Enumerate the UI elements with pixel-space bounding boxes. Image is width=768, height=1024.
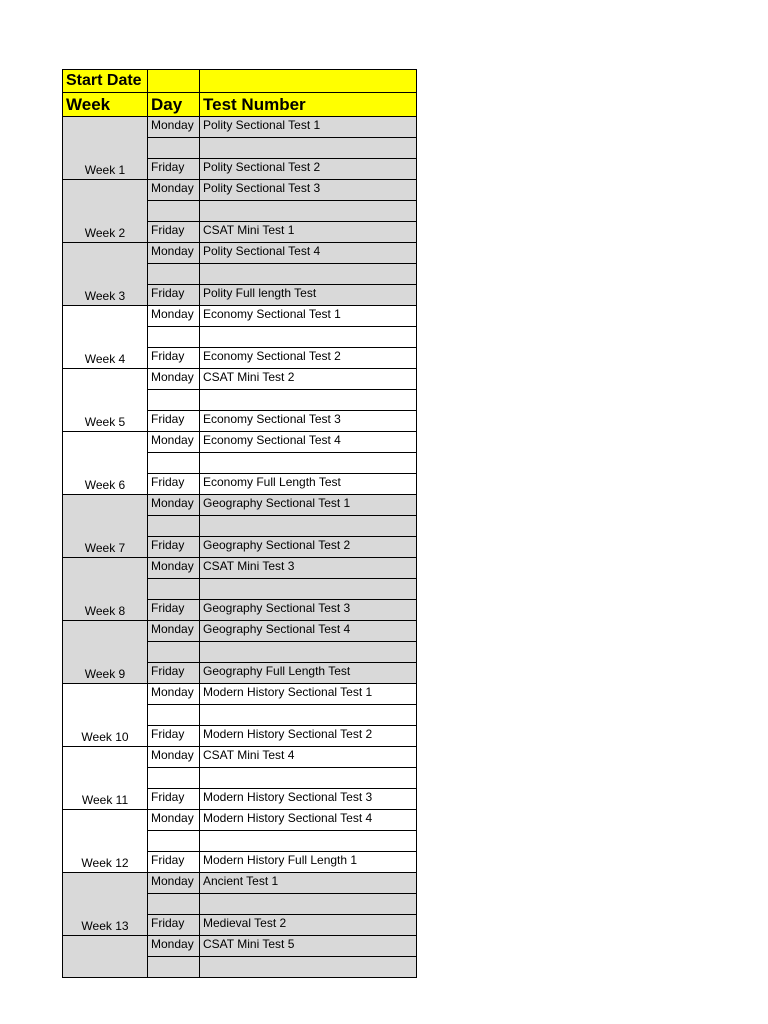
test-number-cell[interactable] [200, 579, 417, 600]
test-number-cell[interactable] [200, 894, 417, 915]
schedule-sheet [62, 69, 416, 978]
day-cell[interactable]: Monday [148, 306, 200, 327]
test-number-cell[interactable]: Economy Sectional Test 2 [200, 348, 417, 369]
day-cell[interactable]: Monday [148, 369, 200, 390]
start-date-row [63, 70, 417, 93]
week-cell[interactable]: Week 13 [63, 873, 148, 936]
test-number-cell[interactable]: Modern History Sectional Test 2 [200, 726, 417, 747]
start-date-value-cell[interactable] [200, 70, 417, 93]
test-number-cell[interactable]: Ancient Test 1 [200, 873, 417, 894]
test-number-cell[interactable] [200, 642, 417, 663]
day-cell[interactable]: Monday [148, 810, 200, 831]
day-cell[interactable]: Monday [148, 243, 200, 264]
day-cell[interactable]: Friday [148, 663, 200, 684]
week-cell[interactable]: Week 8 [63, 558, 148, 621]
day-cell[interactable]: Friday [148, 285, 200, 306]
column-header-row [63, 93, 417, 117]
day-cell[interactable] [148, 264, 200, 285]
test-number-cell[interactable] [200, 138, 417, 159]
week-cell[interactable] [63, 936, 148, 978]
test-number-cell[interactable]: Economy Sectional Test 1 [200, 306, 417, 327]
day-cell[interactable]: Monday [148, 432, 200, 453]
schedule-body [63, 117, 417, 978]
test-number-cell[interactable] [200, 831, 417, 852]
day-cell[interactable]: Monday [148, 873, 200, 894]
day-cell[interactable] [148, 768, 200, 789]
day-cell[interactable]: Monday [148, 558, 200, 579]
week-cell[interactable]: Week 1 [63, 117, 148, 180]
week-cell[interactable]: Week 12 [63, 810, 148, 873]
day-cell[interactable]: Monday [148, 495, 200, 516]
day-cell[interactable]: Friday [148, 915, 200, 936]
day-cell[interactable]: Friday [148, 222, 200, 243]
week-cell[interactable]: Week 6 [63, 432, 148, 495]
table-row [63, 810, 417, 831]
day-cell[interactable] [148, 516, 200, 537]
table-row [63, 936, 417, 957]
test-number-cell[interactable]: Geography Sectional Test 4 [200, 621, 417, 642]
day-cell[interactable]: Monday [148, 747, 200, 768]
day-cell[interactable]: Monday [148, 117, 200, 138]
day-cell[interactable]: Monday [148, 684, 200, 705]
test-number-cell[interactable] [200, 201, 417, 222]
day-cell[interactable]: Friday [148, 789, 200, 810]
table-row [63, 495, 417, 516]
day-cell[interactable]: Friday [148, 726, 200, 747]
day-cell[interactable] [148, 642, 200, 663]
day-cell[interactable] [148, 201, 200, 222]
test-number-header[interactable]: Test Number [200, 93, 417, 117]
table-row [63, 369, 417, 390]
start-date-cell[interactable] [148, 70, 200, 93]
test-number-cell[interactable]: Economy Sectional Test 4 [200, 432, 417, 453]
table-row [63, 306, 417, 327]
table-row [63, 747, 417, 768]
test-number-cell[interactable]: Geography Sectional Test 2 [200, 537, 417, 558]
test-number-cell[interactable]: CSAT Mini Test 1 [200, 222, 417, 243]
table-row [63, 117, 417, 138]
week-cell[interactable]: Week 11 [63, 747, 148, 810]
week-header[interactable]: Week [63, 93, 148, 117]
test-number-cell[interactable]: Medieval Test 2 [200, 915, 417, 936]
table-row [63, 684, 417, 705]
day-header[interactable]: Day [148, 93, 200, 117]
day-cell[interactable] [148, 957, 200, 978]
test-number-cell[interactable]: Economy Full Length Test [200, 474, 417, 495]
day-cell[interactable]: Friday [148, 348, 200, 369]
day-cell[interactable] [148, 327, 200, 348]
test-number-cell[interactable] [200, 264, 417, 285]
day-cell[interactable]: Friday [148, 474, 200, 495]
day-cell[interactable] [148, 894, 200, 915]
day-cell[interactable] [148, 579, 200, 600]
week-cell[interactable]: Week 7 [63, 495, 148, 558]
test-number-cell[interactable]: Modern History Full Length 1 [200, 852, 417, 873]
test-number-cell[interactable]: Geography Sectional Test 1 [200, 495, 417, 516]
test-number-cell[interactable]: Polity Full length Test [200, 285, 417, 306]
day-cell[interactable]: Friday [148, 852, 200, 873]
day-cell[interactable]: Monday [148, 936, 200, 957]
table-row [63, 873, 417, 894]
test-number-cell[interactable] [200, 768, 417, 789]
week-cell[interactable]: Week 3 [63, 243, 148, 306]
test-number-cell[interactable]: Geography Sectional Test 3 [200, 600, 417, 621]
test-number-cell[interactable] [200, 705, 417, 726]
start-date-label[interactable]: Start Date [63, 70, 148, 93]
day-cell[interactable]: Friday [148, 537, 200, 558]
test-number-cell[interactable]: Economy Sectional Test 3 [200, 411, 417, 432]
test-number-cell[interactable] [200, 516, 417, 537]
test-number-cell[interactable]: Polity Sectional Test 3 [200, 180, 417, 201]
test-number-cell[interactable]: Geography Full Length Test [200, 663, 417, 684]
day-cell[interactable] [148, 138, 200, 159]
week-cell[interactable]: Week 2 [63, 180, 148, 243]
week-cell[interactable]: Week 4 [63, 306, 148, 369]
table-row [63, 243, 417, 264]
day-cell[interactable]: Friday [148, 411, 200, 432]
day-cell[interactable] [148, 390, 200, 411]
table-row [63, 180, 417, 201]
test-number-cell[interactable]: CSAT Mini Test 4 [200, 747, 417, 768]
day-cell[interactable]: Monday [148, 621, 200, 642]
test-number-cell[interactable]: Modern History Sectional Test 4 [200, 810, 417, 831]
test-number-cell[interactable]: Polity Sectional Test 1 [200, 117, 417, 138]
test-number-cell[interactable]: Modern History Sectional Test 3 [200, 789, 417, 810]
test-number-cell[interactable]: Polity Sectional Test 4 [200, 243, 417, 264]
test-number-cell[interactable]: CSAT Mini Test 3 [200, 558, 417, 579]
week-cell[interactable]: Week 9 [63, 621, 148, 684]
test-number-cell[interactable] [200, 327, 417, 348]
day-cell[interactable]: Friday [148, 600, 200, 621]
week-cell[interactable]: Week 10 [63, 684, 148, 747]
day-cell[interactable] [148, 453, 200, 474]
test-number-cell[interactable] [200, 957, 417, 978]
table-row [63, 558, 417, 579]
test-number-cell[interactable] [200, 390, 417, 411]
week-cell[interactable]: Week 5 [63, 369, 148, 432]
test-schedule-table [62, 69, 417, 978]
test-number-cell[interactable] [200, 453, 417, 474]
day-cell[interactable]: Monday [148, 180, 200, 201]
day-cell[interactable] [148, 831, 200, 852]
day-cell[interactable]: Friday [148, 159, 200, 180]
test-number-cell[interactable]: CSAT Mini Test 5 [200, 936, 417, 957]
table-row [63, 621, 417, 642]
table-row [63, 432, 417, 453]
day-cell[interactable] [148, 705, 200, 726]
test-number-cell[interactable]: Polity Sectional Test 2 [200, 159, 417, 180]
test-number-cell[interactable]: CSAT Mini Test 2 [200, 369, 417, 390]
test-number-cell[interactable]: Modern History Sectional Test 1 [200, 684, 417, 705]
